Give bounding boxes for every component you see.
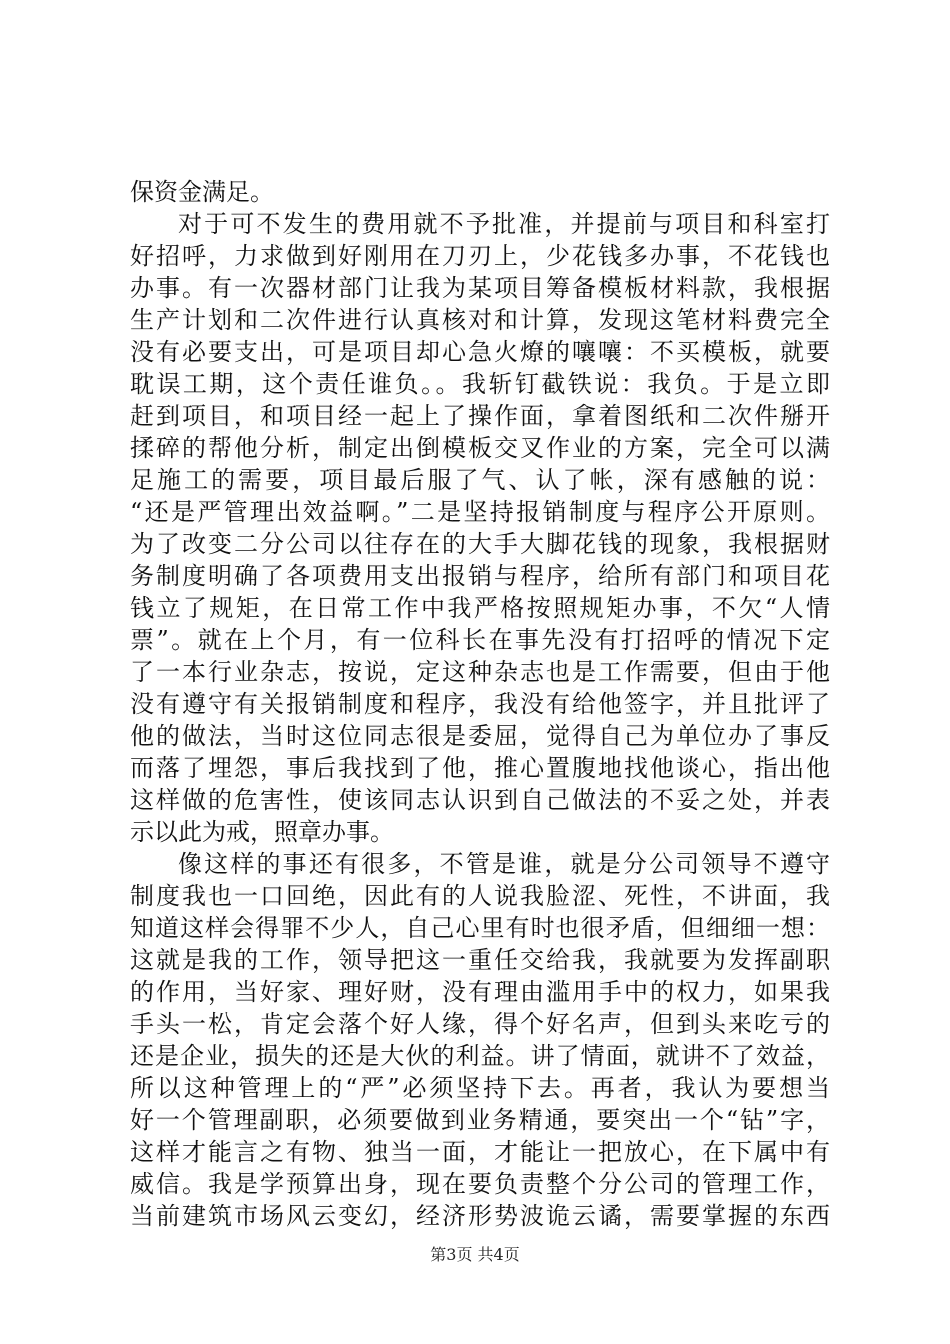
page-number: 第3页 共4页 (430, 1245, 520, 1264)
text-line: 这就是我的工作，领导把这一重任交给我，我就要为发挥副职 (130, 946, 830, 974)
text-line: 没有必要支出，可是项目却心急火燎的嚷嚷：不买模板，就要 (130, 338, 830, 366)
text-line: 示以此为戒，照章办事。 (130, 818, 394, 846)
text-line: 制度我也一口回绝，因此有的人说我脸涩、死性，不讲面，我 (130, 882, 830, 910)
text-line: 这样做的危害性，使该同志认识到自己做法的不妥之处，并表 (130, 786, 830, 814)
text-line: 足施工的需要，项目最后服了气、认了帐，深有感触的说： (130, 466, 830, 494)
text-line: 而落了埋怨，事后我找到了他，推心置腹地找他谈心，指出他 (130, 754, 830, 782)
text-line: 生产计划和二次件进行认真核对和计算，发现这笔材料费完全 (130, 306, 830, 334)
text-line: 像这样的事还有很多，不管是谁，就是分公司领导不遵守 (178, 850, 830, 878)
text-line: 保资金满足。 (130, 178, 274, 206)
text-line: 赶到项目，和项目经一起上了操作面，拿着图纸和二次件掰开 (130, 402, 830, 430)
text-line: 钱立了规矩，在日常工作中我严格按照规矩办事，不欠“人情 (130, 594, 830, 622)
text-line: 当前建筑市场风云变幻，经济形势波诡云谲，需要掌握的东西 (130, 1202, 830, 1230)
text-line: 耽误工期，这个责任谁负。。我斩钉截铁说：我负。于是立即 (130, 370, 830, 398)
text-line: 手头一松，肯定会落个好人缘，得个好名声，但到头来吃亏的 (130, 1010, 830, 1038)
text-line: 票”。就在上个月，有一位科长在事先没有打招呼的情况下定 (130, 626, 830, 654)
text-line: 了一本行业杂志，按说，定这种杂志也是工作需要，但由于他 (130, 658, 830, 686)
text-line: 知道这样会得罪不少人，自己心里有时也很矛盾，但细细一想： (130, 914, 830, 942)
text-line: 这样才能言之有物、独当一面，才能让一把放心，在下属中有 (130, 1138, 830, 1166)
text-line: 的作用，当好家、理好财，没有理由滥用手中的权力，如果我 (130, 978, 830, 1006)
text-line: 对于可不发生的费用就不予批准，并提前与项目和科室打 (178, 210, 830, 238)
text-line: 务制度明确了各项费用支出报销与程序，给所有部门和项目花 (130, 562, 830, 590)
text-line: 所以这种管理上的“严”必须坚持下去。再者，我认为要想当 (130, 1074, 830, 1102)
text-line: 没有遵守有关报销制度和程序，我没有给他签字，并且批评了 (130, 690, 830, 718)
text-line: 好一个管理副职，必须要做到业务精通，要突出一个“钻”字， (130, 1106, 830, 1134)
text-line: 好招呼，力求做到好刚用在刀刃上，少花钱多办事，不花钱也 (130, 242, 830, 270)
text-line: 他的做法，当时这位同志很是委屈，觉得自己为单位办了事反 (130, 722, 830, 750)
text-line: “还是严管理出效益啊。”二是坚持报销制度与程序公开原则。 (130, 498, 830, 526)
text-line: 揉碎的帮他分析，制定出倒模板交叉作业的方案，完全可以满 (130, 434, 830, 462)
text-line: 办事。有一次器材部门让我为某项目筹备模板材料款，我根据 (130, 274, 830, 302)
text-line: 为了改变二分公司以往存在的大手大脚花钱的现象，我根据财 (130, 530, 830, 558)
text-line: 威信。我是学预算出身，现在要负责整个分公司的管理工作， (130, 1170, 830, 1198)
text-line: 还是企业，损失的还是大伙的利益。讲了情面，就讲不了效益， (130, 1042, 830, 1070)
body-text (130, 176, 830, 1232)
